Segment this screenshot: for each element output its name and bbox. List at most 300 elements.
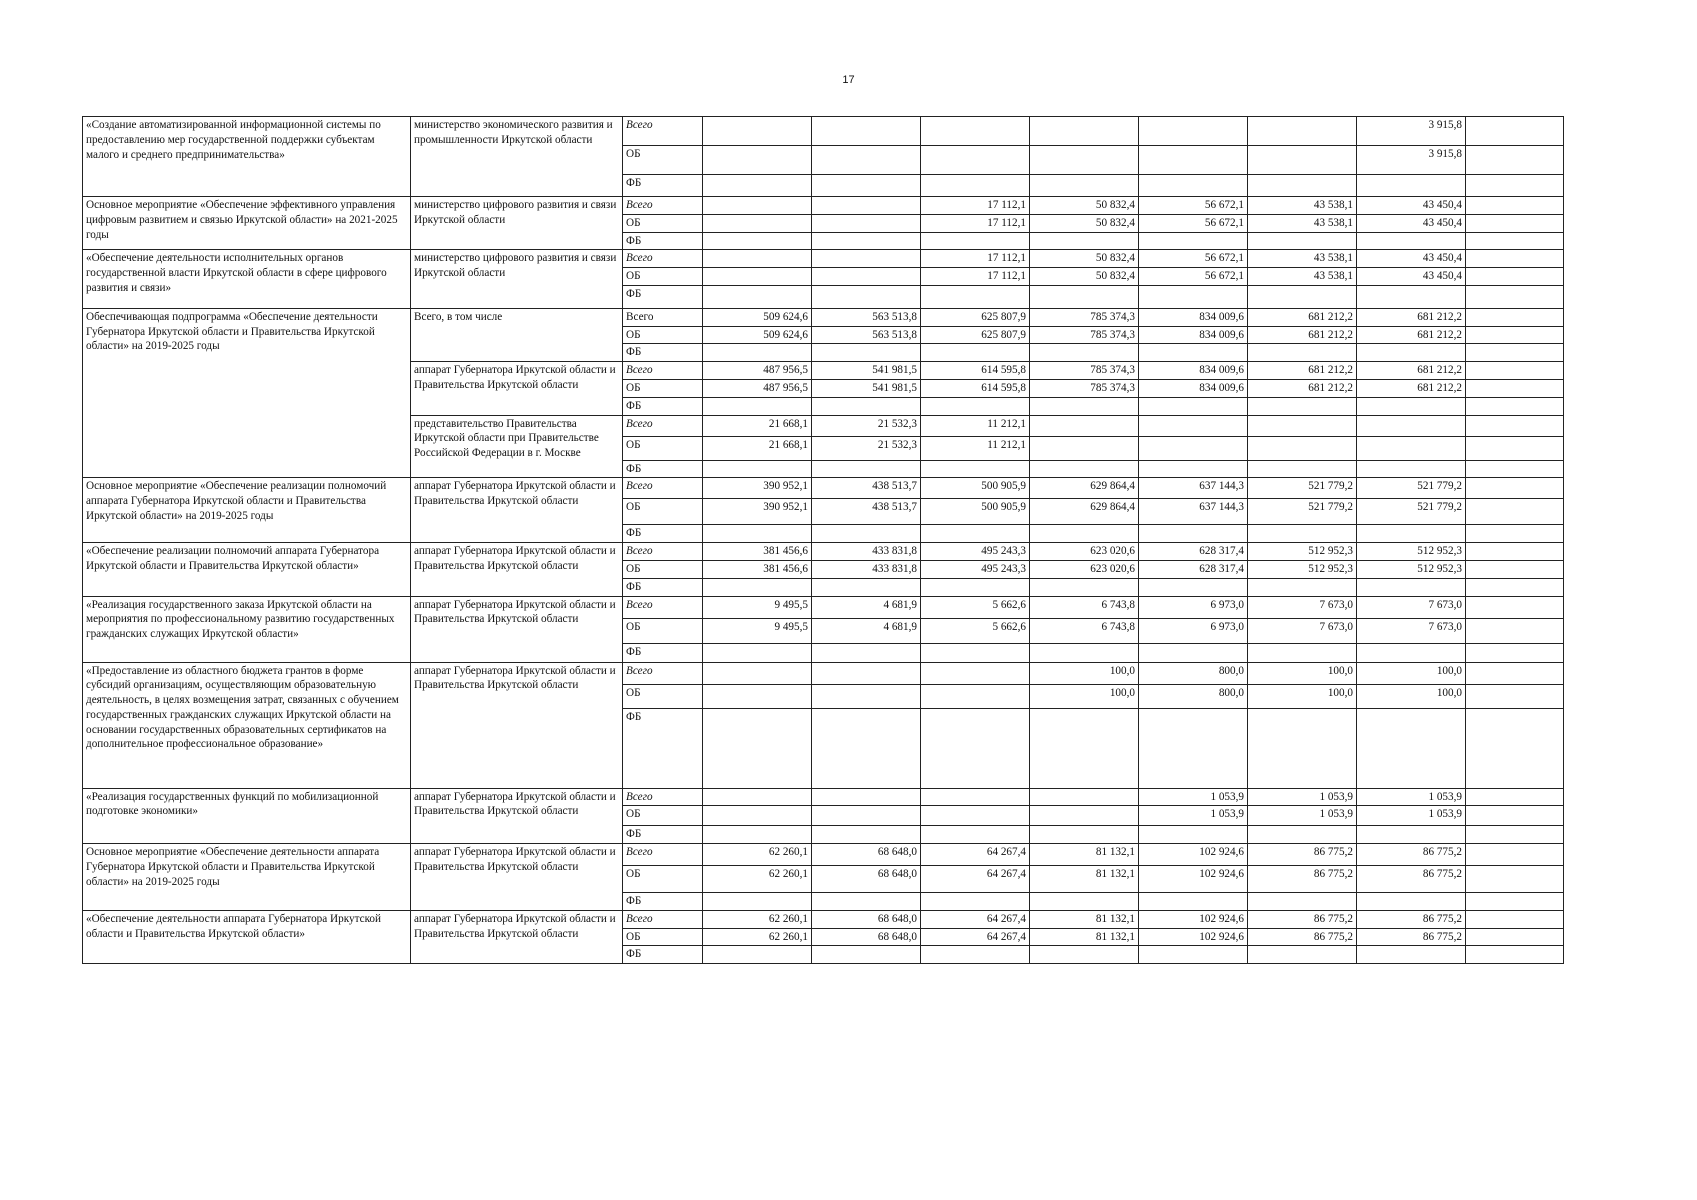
amount-cell	[1030, 146, 1139, 175]
activity-name-cell: Основное мероприятие «Обеспечение реализации полномочий аппарата Губернатора Иркутской области и Правительства Иркутской области» на 2019-2025 годы	[83, 478, 411, 543]
amount-cell	[1030, 946, 1139, 964]
amount-cell: 56 672,1	[1139, 250, 1248, 268]
amount-cell	[1466, 560, 1564, 578]
table-row	[83, 117, 1564, 146]
table-row	[83, 788, 1564, 806]
funding-source-cell: ФБ	[623, 285, 703, 308]
amount-cell: 81 132,1	[1030, 866, 1139, 893]
amount-cell	[1030, 175, 1139, 197]
amount-cell: 9 495,5	[703, 596, 812, 618]
amount-cell	[703, 268, 812, 286]
amount-cell	[921, 460, 1030, 478]
amount-cell: 623 020,6	[1030, 543, 1139, 561]
amount-cell: 637 144,3	[1139, 478, 1248, 499]
amount-cell	[703, 788, 812, 806]
amount-cell: 390 952,1	[703, 478, 812, 499]
executor-cell: министерство цифрового развития и связи Иркутской области	[411, 197, 623, 250]
executor-cell: представительство Правительства Иркутской области при Правительстве Российской Федерации в г. Москве	[411, 415, 623, 478]
amount-cell	[1139, 578, 1248, 596]
amount-cell: 6 973,0	[1139, 596, 1248, 618]
amount-cell: 5 662,6	[921, 596, 1030, 618]
funding-source-cell: ФБ	[623, 175, 703, 197]
amount-cell: 834 009,6	[1139, 380, 1248, 398]
amount-cell: 521 779,2	[1248, 499, 1357, 525]
amount-cell: 62 260,1	[703, 910, 812, 928]
amount-cell: 681 212,2	[1248, 326, 1357, 344]
amount-cell	[812, 946, 921, 964]
amount-cell	[1466, 844, 1564, 866]
amount-cell	[812, 197, 921, 215]
amount-cell: 43 538,1	[1248, 268, 1357, 286]
amount-cell: 4 681,9	[812, 596, 921, 618]
amount-cell	[921, 146, 1030, 175]
funding-source-cell: ФБ	[623, 893, 703, 911]
amount-cell: 81 132,1	[1030, 910, 1139, 928]
funding-source-cell: ФБ	[623, 578, 703, 596]
executor-cell: аппарат Губернатора Иркутской области и Правительства Иркутской области	[411, 910, 623, 963]
amount-cell: 563 513,8	[812, 308, 921, 326]
amount-cell: 785 374,3	[1030, 362, 1139, 380]
amount-cell	[703, 285, 812, 308]
activity-name-cell: «Предоставление из областного бюджета грантов в форме субсидий организациям, осуществляющим образовательную деятельность, в целях возмещения затрат, связанных с обучением государственных гражданских служащих Иркутской области на основании государственных образовательных сертификатов на дополнительное профессиональное образование»	[83, 662, 411, 788]
amount-cell	[1466, 826, 1564, 844]
amount-cell: 86 775,2	[1357, 866, 1466, 893]
amount-cell: 1 053,9	[1139, 788, 1248, 806]
activity-name-cell: «Обеспечение деятельности исполнительных органов государственной власти Иркутской области в сфере цифрового развития и связи»	[83, 250, 411, 309]
amount-cell: 43 538,1	[1248, 250, 1357, 268]
amount-cell	[1466, 326, 1564, 344]
amount-cell	[1139, 525, 1248, 543]
amount-cell: 495 243,3	[921, 560, 1030, 578]
funding-source-cell: ОБ	[623, 499, 703, 525]
amount-cell: 541 981,5	[812, 380, 921, 398]
amount-cell	[921, 397, 1030, 415]
amount-cell	[1248, 826, 1357, 844]
executor-cell: аппарат Губернатора Иркутской области и Правительства Иркутской области	[411, 362, 623, 415]
amount-cell	[812, 788, 921, 806]
amount-cell	[812, 268, 921, 286]
amount-cell	[1030, 232, 1139, 250]
amount-cell	[1248, 146, 1357, 175]
amount-cell	[1357, 525, 1466, 543]
page-number: 17	[842, 74, 855, 86]
amount-cell: 64 267,4	[921, 928, 1030, 946]
funding-source-cell: Всего	[623, 250, 703, 268]
funding-source-cell: Всего	[623, 362, 703, 380]
amount-cell: 6 973,0	[1139, 618, 1248, 643]
amount-cell	[703, 643, 812, 662]
amount-cell	[1139, 643, 1248, 662]
amount-cell: 56 672,1	[1139, 197, 1248, 215]
amount-cell: 86 775,2	[1357, 910, 1466, 928]
amount-cell: 834 009,6	[1139, 308, 1248, 326]
amount-cell: 100,0	[1248, 662, 1357, 684]
amount-cell: 100,0	[1248, 684, 1357, 708]
amount-cell	[1466, 146, 1564, 175]
amount-cell: 681 212,2	[1357, 380, 1466, 398]
activity-name-cell: «Реализация государственного заказа Иркутской области на мероприятия по профессиональному развитию государственных гражданских служащих Иркутской области»	[83, 596, 411, 662]
funding-source-cell: ОБ	[623, 268, 703, 286]
amount-cell: 64 267,4	[921, 866, 1030, 893]
amount-cell	[1248, 117, 1357, 146]
amount-cell	[1466, 232, 1564, 250]
amount-cell: 17 112,1	[921, 214, 1030, 232]
amount-cell	[1357, 415, 1466, 436]
amount-cell	[1466, 543, 1564, 561]
amount-cell: 100,0	[1357, 662, 1466, 684]
amount-cell	[1466, 499, 1564, 525]
amount-cell	[1466, 662, 1564, 684]
table-row	[83, 250, 1564, 268]
amount-cell: 64 267,4	[921, 844, 1030, 866]
amount-cell: 86 775,2	[1357, 844, 1466, 866]
amount-cell	[1466, 866, 1564, 893]
amount-cell	[921, 525, 1030, 543]
amount-cell: 834 009,6	[1139, 362, 1248, 380]
amount-cell	[1030, 788, 1139, 806]
amount-cell: 21 668,1	[703, 415, 812, 436]
amount-cell	[1466, 362, 1564, 380]
amount-cell: 86 775,2	[1248, 928, 1357, 946]
amount-cell: 43 538,1	[1248, 214, 1357, 232]
funding-source-cell: ОБ	[623, 380, 703, 398]
amount-cell	[812, 826, 921, 844]
table-body	[83, 117, 1564, 964]
amount-cell	[1030, 893, 1139, 911]
amount-cell: 614 595,8	[921, 362, 1030, 380]
amount-cell: 512 952,3	[1357, 543, 1466, 561]
table-row	[83, 478, 1564, 499]
amount-cell	[1248, 893, 1357, 911]
amount-cell	[921, 662, 1030, 684]
table-row	[83, 197, 1564, 215]
amount-cell: 7 673,0	[1357, 596, 1466, 618]
amount-cell	[812, 684, 921, 708]
amount-cell: 381 456,6	[703, 543, 812, 561]
amount-cell	[1030, 397, 1139, 415]
amount-cell	[1466, 578, 1564, 596]
funding-source-cell: Всего	[623, 844, 703, 866]
amount-cell	[812, 146, 921, 175]
amount-cell	[703, 893, 812, 911]
amount-cell: 381 456,6	[703, 560, 812, 578]
amount-cell	[921, 788, 1030, 806]
amount-cell: 86 775,2	[1357, 928, 1466, 946]
amount-cell: 50 832,4	[1030, 250, 1139, 268]
funding-source-cell: ОБ	[623, 214, 703, 232]
amount-cell	[812, 893, 921, 911]
amount-cell	[1248, 344, 1357, 362]
amount-cell	[703, 344, 812, 362]
amount-cell	[1139, 436, 1248, 460]
amount-cell	[812, 643, 921, 662]
amount-cell	[1466, 643, 1564, 662]
amount-cell	[703, 525, 812, 543]
amount-cell: 433 831,8	[812, 560, 921, 578]
amount-cell	[703, 397, 812, 415]
funding-source-cell: ОБ	[623, 326, 703, 344]
amount-cell	[703, 175, 812, 197]
amount-cell	[1139, 232, 1248, 250]
funding-source-cell: Всего	[623, 117, 703, 146]
amount-cell: 521 779,2	[1357, 499, 1466, 525]
amount-cell: 50 832,4	[1030, 197, 1139, 215]
activity-name-cell: «Создание автоматизированной информационной системы по предоставлению мер государственной поддержки субъектам малого и среднего предпринимательства»	[83, 117, 411, 197]
amount-cell	[1030, 578, 1139, 596]
amount-cell: 625 807,9	[921, 326, 1030, 344]
amount-cell	[812, 708, 921, 788]
amount-cell	[812, 525, 921, 543]
amount-cell: 495 243,3	[921, 543, 1030, 561]
amount-cell	[812, 214, 921, 232]
funding-source-cell: ФБ	[623, 643, 703, 662]
amount-cell	[1248, 460, 1357, 478]
amount-cell: 43 538,1	[1248, 197, 1357, 215]
amount-cell: 9 495,5	[703, 618, 812, 643]
amount-cell	[703, 117, 812, 146]
amount-cell	[1139, 415, 1248, 436]
amount-cell: 521 779,2	[1357, 478, 1466, 499]
amount-cell	[921, 344, 1030, 362]
amount-cell	[1139, 397, 1248, 415]
amount-cell	[1030, 525, 1139, 543]
amount-cell	[812, 232, 921, 250]
executor-cell: аппарат Губернатора Иркутской области и Правительства Иркутской области	[411, 543, 623, 596]
amount-cell: 50 832,4	[1030, 268, 1139, 286]
amount-cell	[1357, 708, 1466, 788]
amount-cell	[812, 285, 921, 308]
amount-cell	[921, 175, 1030, 197]
amount-cell	[1248, 946, 1357, 964]
activity-name-cell: Основное мероприятие «Обеспечение эффективного управления цифровым развитием и связью Иркутской области» на 2021-2025 годы	[83, 197, 411, 250]
amount-cell: 7 673,0	[1248, 618, 1357, 643]
amount-cell	[1466, 250, 1564, 268]
executor-cell: Всего, в том числе	[411, 308, 623, 361]
amount-cell	[1248, 708, 1357, 788]
amount-cell: 785 374,3	[1030, 308, 1139, 326]
amount-cell: 509 624,6	[703, 308, 812, 326]
funding-source-cell: Всего	[623, 478, 703, 499]
activity-name-cell: «Обеспечение реализации полномочий аппарата Губернатора Иркутской области и Правительства Иркутской области»	[83, 543, 411, 596]
amount-cell	[1466, 197, 1564, 215]
amount-cell: 43 450,4	[1357, 250, 1466, 268]
amount-cell	[1466, 928, 1564, 946]
amount-cell: 86 775,2	[1248, 866, 1357, 893]
amount-cell	[1357, 232, 1466, 250]
amount-cell: 681 212,2	[1248, 380, 1357, 398]
amount-cell	[703, 146, 812, 175]
amount-cell	[1357, 826, 1466, 844]
amount-cell	[1466, 460, 1564, 478]
table-row	[83, 844, 1564, 866]
funding-source-cell: Всего	[623, 788, 703, 806]
amount-cell	[1466, 708, 1564, 788]
amount-cell: 62 260,1	[703, 866, 812, 893]
amount-cell	[1248, 578, 1357, 596]
amount-cell: 56 672,1	[1139, 214, 1248, 232]
amount-cell: 438 513,7	[812, 499, 921, 525]
amount-cell	[1139, 826, 1248, 844]
amount-cell	[1357, 578, 1466, 596]
amount-cell	[1357, 344, 1466, 362]
amount-cell	[1466, 117, 1564, 146]
amount-cell	[1030, 285, 1139, 308]
table-row	[83, 308, 1564, 326]
amount-cell	[1139, 946, 1248, 964]
amount-cell: 102 924,6	[1139, 910, 1248, 928]
amount-cell: 487 956,5	[703, 380, 812, 398]
funding-source-cell: Всего	[623, 662, 703, 684]
amount-cell: 834 009,6	[1139, 326, 1248, 344]
amount-cell	[1248, 436, 1357, 460]
amount-cell: 81 132,1	[1030, 928, 1139, 946]
table-row	[83, 543, 1564, 561]
amount-cell	[921, 946, 1030, 964]
amount-cell	[1466, 308, 1564, 326]
amount-cell	[1357, 643, 1466, 662]
amount-cell: 681 212,2	[1248, 308, 1357, 326]
funding-source-cell: ФБ	[623, 525, 703, 543]
amount-cell: 100,0	[1030, 684, 1139, 708]
amount-cell: 1 053,9	[1248, 806, 1357, 826]
funding-source-cell: ФБ	[623, 344, 703, 362]
amount-cell	[1357, 460, 1466, 478]
executor-cell: аппарат Губернатора Иркутской области и Правительства Иркутской области	[411, 662, 623, 788]
amount-cell	[1466, 788, 1564, 806]
amount-cell: 500 905,9	[921, 499, 1030, 525]
amount-cell	[703, 250, 812, 268]
amount-cell	[1466, 946, 1564, 964]
amount-cell	[1030, 708, 1139, 788]
amount-cell: 785 374,3	[1030, 326, 1139, 344]
amount-cell: 390 952,1	[703, 499, 812, 525]
amount-cell: 7 673,0	[1357, 618, 1466, 643]
funding-source-cell: ОБ	[623, 146, 703, 175]
amount-cell	[1139, 893, 1248, 911]
amount-cell	[703, 708, 812, 788]
funding-source-cell: Всего	[623, 596, 703, 618]
amount-cell	[1248, 397, 1357, 415]
amount-cell	[921, 893, 1030, 911]
amount-cell: 7 673,0	[1248, 596, 1357, 618]
funding-source-cell: ФБ	[623, 232, 703, 250]
amount-cell	[1466, 344, 1564, 362]
amount-cell: 56 672,1	[1139, 268, 1248, 286]
activity-name-cell: Основное мероприятие «Обеспечение деятельности аппарата Губернатора Иркутской области и Правительства Иркутской области» на 2019-2025 годы	[83, 844, 411, 911]
activity-name-cell: «Реализация государственных функций по мобилизационной подготовке экономики»	[83, 788, 411, 844]
amount-cell	[921, 117, 1030, 146]
amount-cell	[1030, 460, 1139, 478]
funding-source-cell: ОБ	[623, 928, 703, 946]
amount-cell: 628 317,4	[1139, 560, 1248, 578]
amount-cell	[703, 197, 812, 215]
amount-cell	[1466, 397, 1564, 415]
amount-cell	[921, 826, 1030, 844]
amount-cell: 102 924,6	[1139, 866, 1248, 893]
amount-cell: 6 743,8	[1030, 596, 1139, 618]
amount-cell: 614 595,8	[921, 380, 1030, 398]
funding-source-cell: Всего	[623, 543, 703, 561]
amount-cell	[1357, 175, 1466, 197]
amount-cell	[703, 232, 812, 250]
funding-source-cell: ОБ	[623, 560, 703, 578]
amount-cell: 623 020,6	[1030, 560, 1139, 578]
amount-cell	[703, 684, 812, 708]
amount-cell	[1030, 643, 1139, 662]
funding-source-cell: ОБ	[623, 684, 703, 708]
amount-cell	[1466, 175, 1564, 197]
amount-cell	[1357, 397, 1466, 415]
executor-cell: аппарат Губернатора Иркутской области и Правительства Иркутской области	[411, 596, 623, 662]
amount-cell	[1466, 525, 1564, 543]
activity-name-cell: Обеспечивающая подпрограмма «Обеспечение деятельности Губернатора Иркутской области и Правительства Иркутской области» на 2019-2025 годы	[83, 308, 411, 477]
amount-cell	[1139, 460, 1248, 478]
amount-cell	[812, 344, 921, 362]
amount-cell	[1466, 415, 1564, 436]
amount-cell	[1248, 415, 1357, 436]
amount-cell: 81 132,1	[1030, 844, 1139, 866]
amount-cell	[1466, 436, 1564, 460]
amount-cell: 625 807,9	[921, 308, 1030, 326]
amount-cell: 438 513,7	[812, 478, 921, 499]
amount-cell: 1 053,9	[1139, 806, 1248, 826]
amount-cell	[1139, 117, 1248, 146]
amount-cell	[1030, 826, 1139, 844]
amount-cell	[1139, 285, 1248, 308]
amount-cell: 50 832,4	[1030, 214, 1139, 232]
table-row	[83, 910, 1564, 928]
budget-table	[82, 116, 1564, 964]
amount-cell: 5 662,6	[921, 618, 1030, 643]
amount-cell	[921, 232, 1030, 250]
amount-cell	[921, 708, 1030, 788]
amount-cell: 68 648,0	[812, 866, 921, 893]
amount-cell	[1139, 175, 1248, 197]
amount-cell	[703, 826, 812, 844]
amount-cell: 43 450,4	[1357, 214, 1466, 232]
amount-cell	[812, 662, 921, 684]
amount-cell	[703, 662, 812, 684]
amount-cell: 21 668,1	[703, 436, 812, 460]
funding-source-cell: ФБ	[623, 826, 703, 844]
amount-cell: 11 212,1	[921, 415, 1030, 436]
amount-cell	[1466, 214, 1564, 232]
executor-cell: министерство экономического развития и промышленности Иркутской области	[411, 117, 623, 197]
amount-cell	[1248, 175, 1357, 197]
amount-cell	[812, 175, 921, 197]
amount-cell	[921, 643, 1030, 662]
amount-cell: 11 212,1	[921, 436, 1030, 460]
amount-cell	[1357, 946, 1466, 964]
amount-cell: 68 648,0	[812, 928, 921, 946]
amount-cell: 541 981,5	[812, 362, 921, 380]
amount-cell	[1030, 117, 1139, 146]
amount-cell: 785 374,3	[1030, 380, 1139, 398]
funding-source-cell: ОБ	[623, 436, 703, 460]
amount-cell: 512 952,3	[1248, 543, 1357, 561]
executor-cell: министерство цифрового развития и связи Иркутской области	[411, 250, 623, 309]
amount-cell: 629 864,4	[1030, 478, 1139, 499]
amount-cell	[703, 806, 812, 826]
amount-cell: 521 779,2	[1248, 478, 1357, 499]
amount-cell	[703, 460, 812, 478]
funding-source-cell: ОБ	[623, 866, 703, 893]
amount-cell	[1466, 618, 1564, 643]
amount-cell	[1466, 596, 1564, 618]
amount-cell	[921, 806, 1030, 826]
amount-cell: 637 144,3	[1139, 499, 1248, 525]
amount-cell	[812, 117, 921, 146]
